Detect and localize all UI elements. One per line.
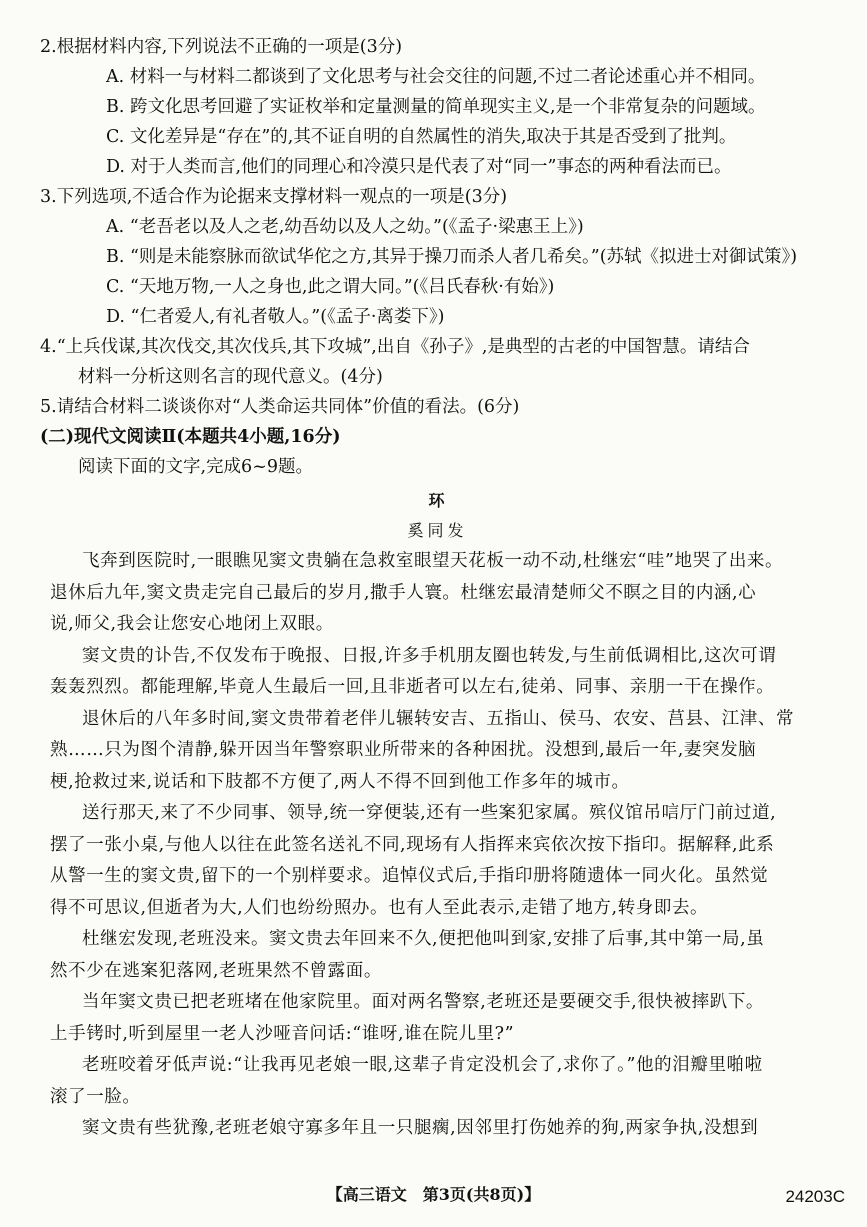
story-line: 然不少在逃案犯落网,老班果然不曾露面。: [50, 960, 382, 981]
question-2-stem: 2.根据材料内容,下列说法不正确的一项是(3分): [40, 37, 403, 57]
question-4-line-1: 4.“上兵伐谋,其次伐交,其次伐兵,其下攻城”,出自《孙子》,是典型的古老的中国智慧。请结合: [40, 337, 750, 357]
story-line: 熟……只为图个清静,躲开因当年警察职业所带来的各种困扰。没想到,最后一年,妻突发脑: [50, 740, 757, 760]
story-line: 从警一生的窦文贵,留下的一个别样要求。追悼仪式后,手指印册将随遗体一同火化。虽然觉: [50, 866, 769, 886]
story-line: 轰轰烈烈。都能理解,毕竟人生最后一回,且非逝者可以左右,徒弟、同事、亲朋一干在操作。: [50, 677, 775, 697]
story-line: 梗,抢救过来,说话和下肢都不方便了,两人不得不回到他工作多年的城市。: [50, 771, 630, 792]
story-line: 窦文贵的讣告,不仅发布于晚报、日报,许多手机朋友圈也转发,与生前低调相比,这次可谓: [82, 645, 777, 666]
story-line: 摆了一张小桌,与他人以往在此签名送礼不同,现场有人指挥来宾依次按下指印。据解释,此系: [50, 834, 775, 855]
section-2-instruction: 阅读下面的文字,完成6~9题。: [78, 457, 313, 477]
question-2-option-a: A. 材料一与材料二都谈到了文化思考与社会交往的问题,不过二者论述重心并不相同。: [106, 67, 766, 87]
story-line: 得不可思议,但逝者为大,人们也纷纷照办。也有人至此表示,走错了地方,转身即去。: [50, 897, 709, 918]
question-2-option-c: C. 文化差异是“存在”的,其不证自明的自然属性的消失,取决于其是否受到了批判。: [106, 127, 737, 147]
story-line: 窦文贵有些犹豫,老班老娘守寡多年且一只腿瘸,因邻里打伤她养的狗,两家争执,没想到: [82, 1118, 759, 1138]
question-3-option-a: A. “老吾老以及人之老,幼吾幼以及人之幼。”(《孟子·梁惠王上》): [106, 217, 584, 237]
question-3-option-c: C. “天地万物,一人之身也,此之谓大同。”(《吕氏春秋·有始》): [106, 277, 555, 297]
story-title: 环: [428, 491, 447, 510]
page-footer: [0, 1180, 867, 1210]
story-line: 杜继宏发现,老班没来。窦文贵去年回来不久,便把他叫到家,安排了后事,其中第一局,虽: [82, 929, 765, 949]
question-2-option-d: D. 对于人类而言,他们的同理心和冷漠只是代表了对“同一”事态的两种看法而已。: [106, 157, 732, 177]
story-line: 滚了一脸。: [50, 1086, 141, 1107]
page-content: [40, 32, 835, 1145]
story-line: 退休后的八年多时间,窦文贵带着老伴儿辗转安吉、五指山、侯马、农安、莒县、江津、常: [82, 708, 795, 729]
question-3-option-b: B. “则是未能察脉而欲试华佗之方,其异于操刀而杀人者几希矣。”(苏轼《拟进士对御试策》): [106, 247, 798, 267]
story-line: 上手铐时,听到屋里一老人沙哑音问话:“谁呀,谁在院儿里?”: [50, 1023, 515, 1044]
story-line: 说,师父,我会让您安心地闭上双眼。: [50, 614, 334, 634]
story-author: 奚同发: [407, 521, 468, 540]
question-5-stem: 5.请结合材料二谈谈你对“人类命运共同体”价值的看法。(6分): [40, 397, 520, 417]
section-2-heading: (二)现代文阅读Ⅱ(本题共4小题,16分): [40, 427, 341, 447]
story-line: 退休后九年,窦文贵走完自己最后的岁月,撒手人寰。杜继宏最清楚师父不瞑之目的内涵,心: [50, 582, 757, 603]
question-3-option-d: D. “仁者爱人,有礼者敬人。”(《孟子·离娄下》): [106, 307, 445, 327]
footer-exam-code: 24203C: [785, 1187, 845, 1206]
story-line: 飞奔到医院时,一眼瞧见窦文贵躺在急救室眼望天花板一动不动,杜继宏“哇”地哭了出来。: [82, 551, 784, 571]
question-3-stem: 3.下列选项,不适合作为论据来支撑材料一观点的一项是(3分): [40, 187, 508, 207]
story-line: 送行那天,来了不少同事、领导,统一穿便装,还有一些案犯家属。殡仪馆吊唁厅门前过道,: [82, 803, 777, 823]
story-line: 老班咬着牙低声说:“让我再见老娘一眼,这辈子肯定没机会了,求你了。”他的泪瓣里啪啦: [82, 1055, 763, 1075]
question-2-option-b: B. 跨文化思考回避了实证枚举和定量测量的简单现实主义,是一个非常复杂的问题域。: [106, 97, 766, 117]
footer-page-label: 【高三语文 第3页(共8页)】: [326, 1185, 541, 1204]
story-line: 当年窦文贵已把老班堵在他家院里。面对两名警察,老班还是要硬交手,很快被摔趴下。: [82, 992, 765, 1012]
question-4-line-2: 材料一分析这则名言的现代意义。(4分): [78, 367, 383, 387]
